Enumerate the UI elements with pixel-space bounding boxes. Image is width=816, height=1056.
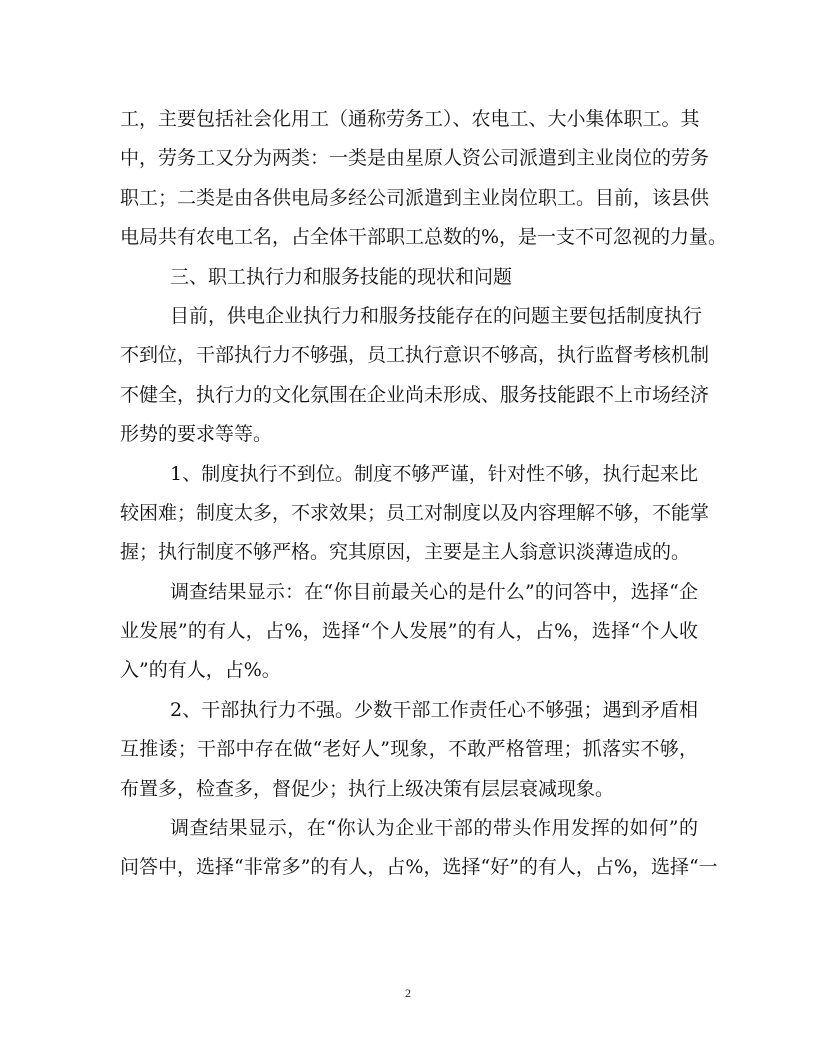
paragraph-line: 调查结果显示，在“你认为企业干部的带头作用发挥的如何”的 [170, 817, 698, 840]
section-heading: 三、职工执行力和服务技能的现状和问题 [170, 265, 513, 288]
paragraph-line: 形势的要求等等。 [120, 423, 273, 446]
page-number: 2 [405, 986, 411, 1000]
paragraph-line: 布置多，检查多，督促少；执行上级决策有层层衰减现象。 [120, 777, 615, 800]
paragraph-line: 不健全，执行力的文化氛围在企业尚未形成、服务技能跟不上市场经济 [120, 383, 710, 406]
paragraph-line: 电局共有农电工名，占全体干部职工总数的%，是一支不可忽视的力量。 [120, 226, 728, 249]
paragraph-line: 互推诿；干部中存在做“老好人”现象，不敢严格管理；抓落实不够， [120, 738, 698, 761]
paragraph-line: 业发展”的有人，占%，选择“个人发展”的有人，占%，选择“个人收 [120, 620, 698, 643]
body-text [120, 100, 728, 888]
paragraph-line: 调查结果显示：在“你目前最关心的是什么”的问答中，选择“企 [170, 580, 698, 603]
paragraph-line: 较困难；制度太多，不求效果；员工对制度以及内容理解不够，不能掌 [120, 501, 710, 524]
paragraph-line: 握；执行制度不够严格。究其原因，主要是主人翁意识淡薄造成的。 [120, 541, 691, 564]
paragraph-line: 2、干部执行力不强。少数干部工作责任心不够强；遇到矛盾相 [170, 698, 698, 721]
paragraph-line: 不到位，干部执行力不够强，员工执行意识不够高，执行监督考核机制 [120, 344, 710, 367]
paragraph-line: 问答中，选择“非常多”的有人，占%，选择“好”的有人，占%，选择“一 [120, 856, 718, 879]
paragraph-line: 1、制度执行不到位。制度不够严谨，针对性不够，执行起来比 [170, 462, 698, 485]
paragraph-line: 工，主要包括社会化用工（通称劳务工）、农电工、大小集体职工。其 [120, 108, 700, 130]
paragraph-line: 职工；二类是由各供电局多经公司派遣到主业岗位职工。目前，该县供 [120, 186, 710, 209]
paragraph-line: 中，劳务工又分为两类：一类是由星原人资公司派遣到主业岗位的劳务 [120, 147, 710, 170]
paragraph-line: 目前，供电企业执行力和服务技能存在的问题主要包括制度执行 [170, 304, 703, 327]
paragraph-line: 入”的有人，占%。 [120, 659, 281, 682]
